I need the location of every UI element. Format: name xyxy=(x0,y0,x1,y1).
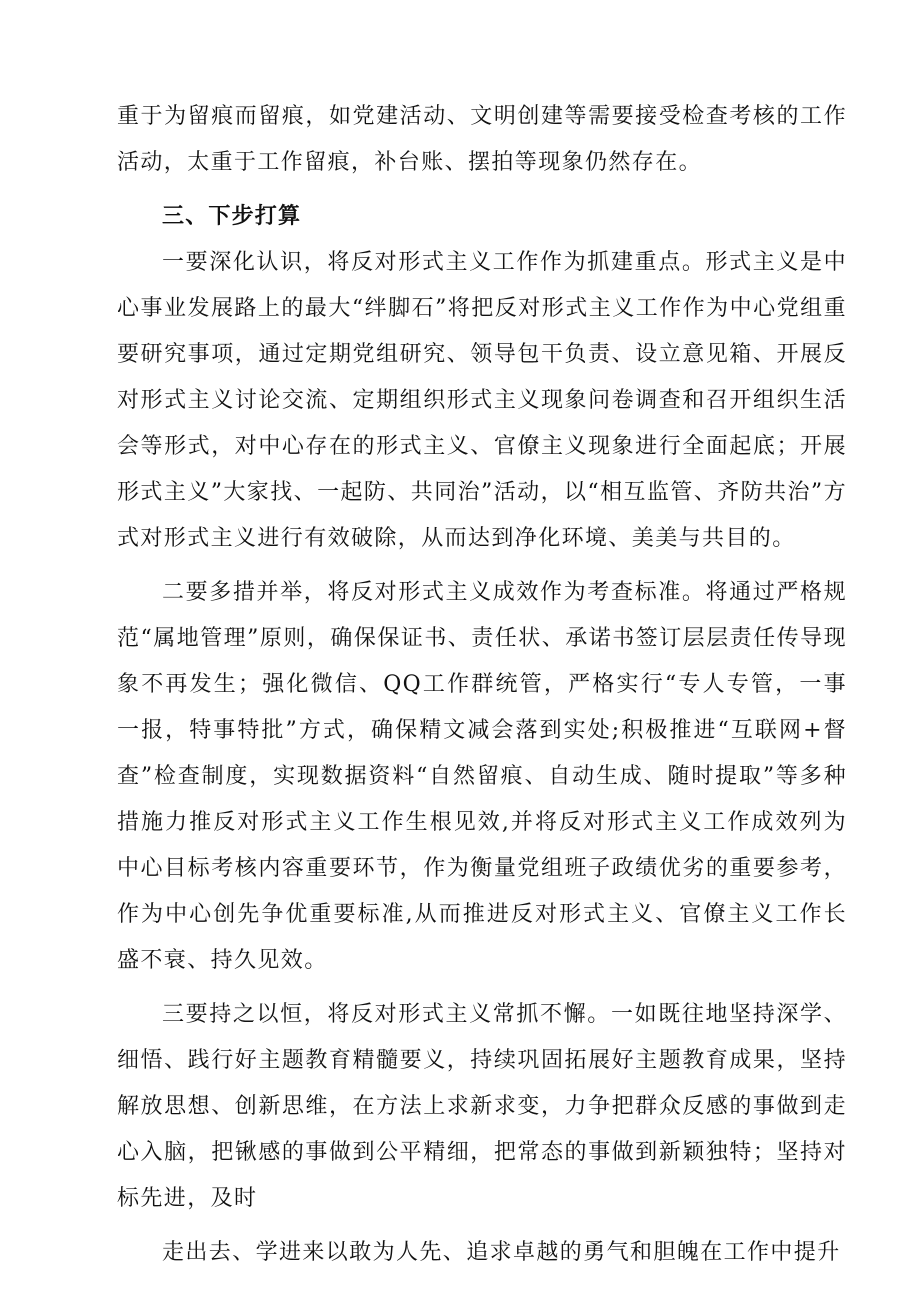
paragraph-multiple-measures: 二要多措并举，将反对形式主义成效作为考查标准。将通过严格规范“属地管理”原则，确保保证书、责任状、承诺书签订层层责任传导现象不再发生；强化微信、QQ工作群统管，严格实行“专人专管，一事一报，特事特批”方式，确保精文减会落到实处;积极推进“互联网+督查”检查制度，实现数据资料“自然留痕、自动生成、随时提取”等多种措施力推反对形式主义工作生根见效,并将反对形式主义工作成效列为中心目标考核内容重要环节，作为衡量党组班子政绩优劣的重要参考，作为中心创先争优重要标准,从而推进反对形式主义、官僚主义工作长盛不衰、持久见效。 xyxy=(117,580,847,973)
spacer xyxy=(117,1222,847,1230)
spacer xyxy=(117,186,847,194)
paragraph-go-out-learn: 走出去、学进来以敢为人先、追求卓越的勇气和胆魄在工作中提升 xyxy=(162,1240,841,1265)
spacer xyxy=(117,562,847,570)
document-body xyxy=(117,94,847,1276)
section-heading: 三、下步打算 xyxy=(162,204,302,229)
paragraph-deepen-understanding: 一要深化认识，将反对形式主义工作作为抓建重点。形式主义是中心事业发展路上的最大“绊脚石”将把反对形式主义工作作为中心党组重要研究事项，通过定期党组研究、领导包干负责、设立意见箱、开展反对形式主义讨论交流、定期组织形式主义现象问卷调查和召开组织生活会等形式，对中心存在的形式主义、官僚主义现象进行全面起底；开展形式主义”大家找、一起防、共同治”活动，以“相互监管、齐防共治”方式对形式主义进行有效破除，从而达到净化环境、美美与共目的。 xyxy=(117,250,847,551)
spacer xyxy=(117,984,847,992)
paragraph-continued: 重于为留痕而留痕，如党建活动、文明创建等需要接受检查考核的工作活动，太重于工作留痕，补台账、摆拍等现象仍然存在。 xyxy=(117,104,847,175)
paragraph-persistence: 三要持之以恒，将反对形式主义常抓不懈。一如既往地坚持深学、细悟、践行好主题教育精髓要义，持续巩固拓展好主题教育成果，坚持解放思想、创新思维，在方法上求新求变，力争把群众反感的事做到走心入脑，把锹感的事做到公平精细，把常态的事做到新颖独特；坚持对标先进，及时 xyxy=(117,1002,847,1211)
